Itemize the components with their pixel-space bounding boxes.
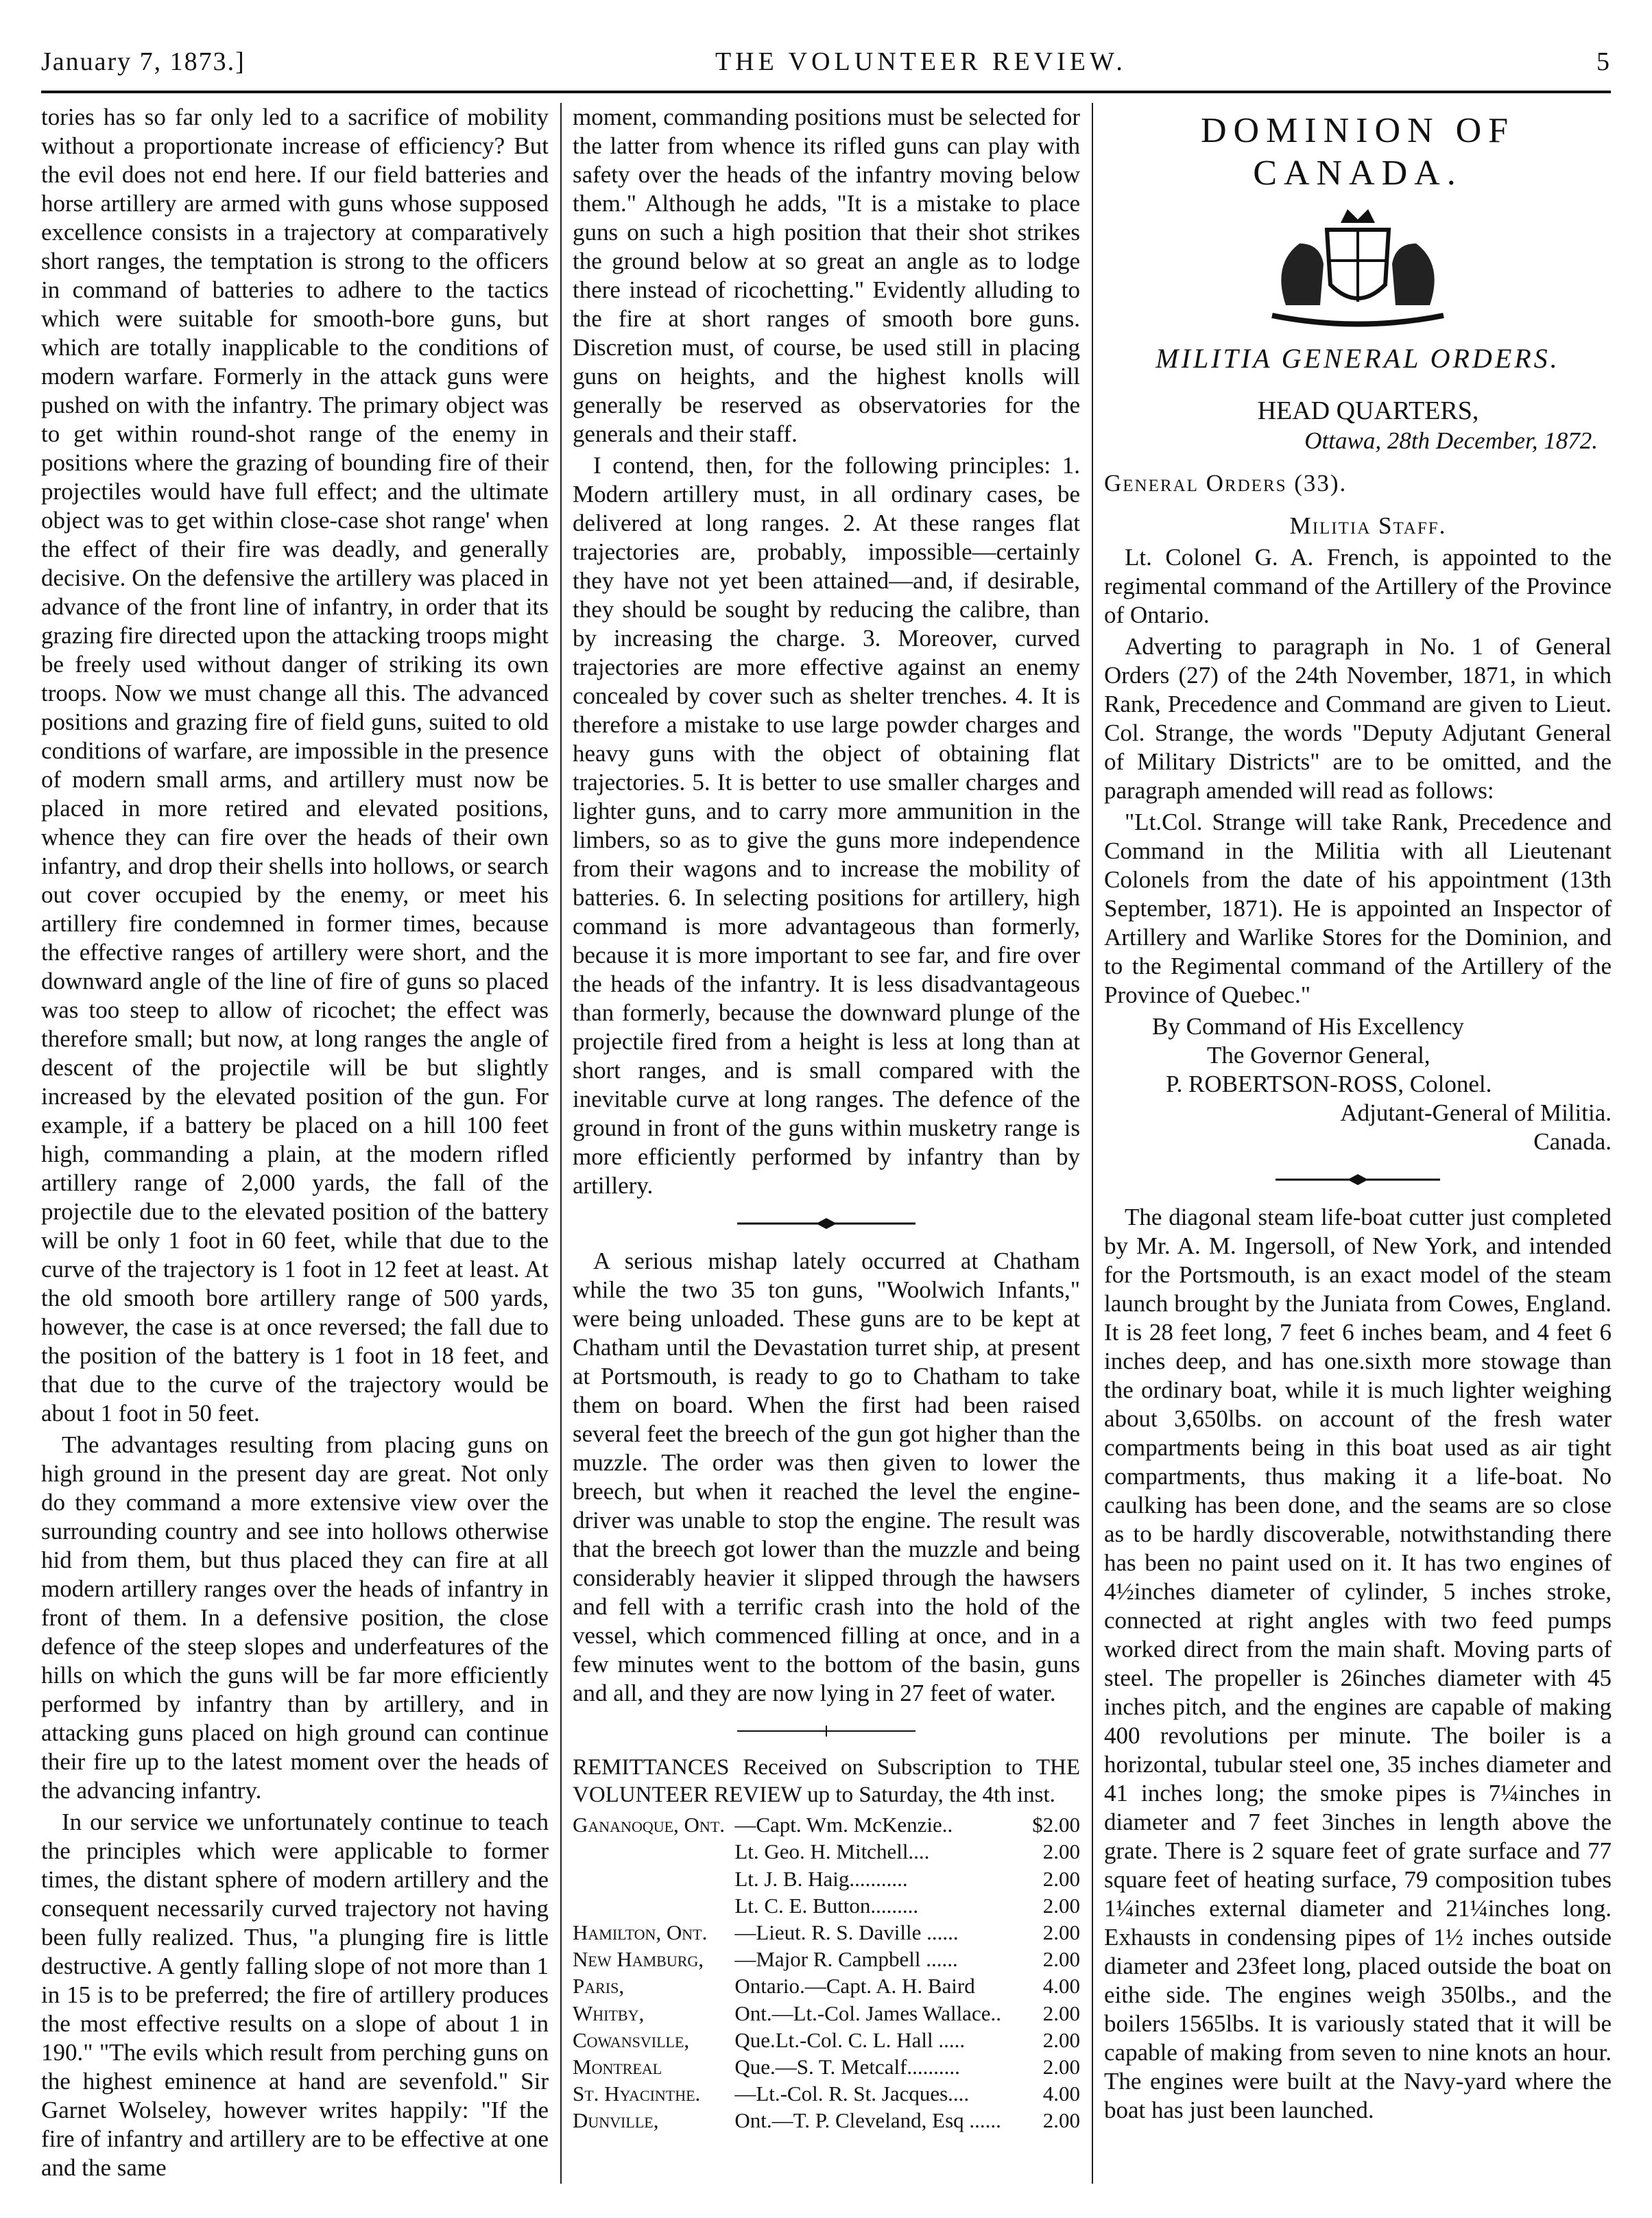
col2-paragraph-2: I contend, then, for the following principles: 1. Modern artillery must, in all ordinary cases, be delivered at long ranges. 2. At these ranges flat trajectories are, probably, impossible—certainly they have not yet been attained—and, if desirable, they should be sought by reducing the calibre, than by increasing the charge. 3. Moreover, curved trajectories are more effective against an enemy concealed by cover such as shelter trenches. 4. It is therefore a mistake to use large powder charges and heavy guns with the object of obtaining flat trajectories. 5. It is better to use smaller charges and lighter guns, and to carry more ammunition in the limbers, so as to give the guns more independence from their wagons and to increase the mobility of batteries. 6. In selecting positions for artillery, high command is more advantageous than formerly, because it is more important to see far, and fire over the heads of the infantry. It is less disadvantageous than formerly, because the downward plunge of the projectile fired from a height is less at long than at short ranges, and is small compared with the inevitable curve at long ranges. The defence of the ground in front of the guns within musketry range is more efficiently performed by infantry than by artillery. (573, 452, 1080, 1199)
journal-title: THE VOLUNTEER REVIEW. (715, 47, 1127, 76)
signature-line-5: Canada. (1533, 1128, 1612, 1156)
remittance-amount: 2.00 (1042, 1893, 1080, 1918)
dominion-title: DOMINION OF CANADA. (1200, 111, 1516, 193)
remittance-row (573, 1946, 1080, 1972)
remittance-amount: $2.00 (1032, 1813, 1080, 1837)
remittance-row (573, 2053, 1080, 2080)
signature-line-3: P. ROBERTSON-ROSS, Colonel. (1166, 1071, 1492, 1098)
remittance-place: St. Hyacinthe. (573, 2082, 701, 2106)
remittance-row (573, 2000, 1080, 2027)
remittance-place: Paris, (573, 1974, 625, 1999)
remittance-amount: 2.00 (1042, 2001, 1080, 2025)
headquarters: HEAD QUARTERS, (1257, 396, 1479, 425)
ornament-divider (737, 1217, 915, 1230)
remittance-place: New Hamburg, (573, 1947, 704, 1972)
remittance-amount: 2.00 (1042, 1920, 1080, 1944)
remittance-place: Montreal (573, 2054, 662, 2079)
headquarters-date: Ottawa, 28th December, 1872. (1304, 427, 1598, 455)
remittance-row (573, 2107, 1080, 2134)
remittance-row (573, 1892, 1080, 1919)
issue-date: January 7, 1873.] (41, 47, 246, 76)
remittance-name: —Capt. Wm. McKenzie.. (734, 1813, 953, 1837)
column-3 (1104, 103, 1612, 2184)
remittance-row (573, 2027, 1080, 2053)
remittance-amount: 2.00 (1042, 1947, 1080, 1972)
remittance-name: Que.Lt.-Col. C. L. Hall ..... (734, 2027, 966, 2052)
remittance-name: Lt. C. E. Button......... (734, 1893, 919, 1918)
remittance-amount: 2.00 (1042, 2054, 1080, 2079)
column-divider-2 (1092, 103, 1093, 2184)
col2-paragraph-1: moment, commanding positions must be selected for the latter from whence its rifled guns can play with safety over the heads of the infantry moving below them." Although he adds, "It is a mistake to place guns on such a high position that their shot strikes the ground below at so great an angle as to lodge there instead of ricochetting." Evidently alluding to the fire at short ranges of smooth bore guns. Discretion must, of course, be used still in placing guns on heights, and the highest knolls will generally be reserved as observatories for the generals and their staff. (573, 104, 1080, 447)
remittance-name: —Major R. Campbell ...... (734, 1947, 958, 1972)
remittance-row (573, 1811, 1080, 1838)
col1-paragraph-3: In our service we unfortunately continue to teach the principles which were applicable to former times, the distant sphere of modern artillery and the consequent necessarily curved trajectory not having been fully realized. Thus, "a plunging fire is little destructive. A gently falling slope of not more than 1 in 15 is to be preferred; the fire of artillery produces the most effective results on a slope of about 1 in 190." "The evils which result from perching guns on the highest eminence at hand are sevenfold." Sir Garnet Wolseley, however writes happily: "If the fire of infantry and artillery are to be effective at one and the same (41, 1809, 549, 2181)
column-divider-1 (560, 103, 562, 2184)
remittance-place (573, 1892, 734, 1919)
lifeboat-article: The diagonal steam life-boat cutter just completed by Mr. A. M. Ingersoll, of New York, and intended for the Portsmouth, is an exact model of the steam launch brought by the Juniata from Cowes, England. It is 28 feet long, 7 feet 6 inches beam, and 4 feet 6 inches deep, and has one.sixth more stowage than the ordinary boat, while it is much lighter weighing about 3,650lbs. on account of the fresh water compartments being in this boat used as air tight compartments, thus making it a life-boat. No caulking has been done, and the seams are so close as to be hardly discoverable, notwithstanding there has been no paint used on it. It has two engines of 4½inches diameter of cylinder, 5 inches stroke, connected at right angles with two feed pumps worked direct from the main shaft. Moving parts of steel. The propeller is 26inches diameter with 45 inches pitch, and the engines are capable of making 400 revolutions per minute. The boiler is a horizontal, tubular steel one, 35 inches diameter and 41 inches long; the smoke pipes is 7¼inches in diameter and 7 feet 3inches in length above the grate. There is 2 square feet of grate surface and 77 square feet of heating surface, 79 composition tubes 1¼inches external diameter and 21¼inches long. Exhausts in condensing pipes of 1½ inches outside diameter and 23feet long, placed outside the boat on eithe side. The engines weigh 350lbs., and the boilers 1565lbs. It is variously stated that it will be capable of making from seven to nine knots an hour. The engines were built at the Navy-yard where the boat has just been launched. (1104, 1204, 1612, 2124)
remittances-table (573, 1811, 1080, 2134)
remittance-place (573, 1838, 734, 1865)
remittance-place: Gananoque, Ont. (573, 1813, 726, 1837)
remittance-name: Lt. J. B. Haig........... (734, 1866, 908, 1891)
signature-line-1: By Command of His Excellency (1152, 1013, 1464, 1040)
remittance-amount: 2.00 (1042, 1839, 1080, 1864)
signature-line-4: Adjutant-General of Militia. (1340, 1099, 1612, 1127)
section-heading: Militia Staff. (1289, 512, 1447, 540)
remittance-name: —Lieut. R. S. Daville ...... (734, 1920, 959, 1944)
col2-paragraph-3: A serious mishap lately occurred at Chatham while the two 35 ton guns, "Woolwich Infants," were being unloaded. These guns are to be kept at Chatham until the Devastation turret ship, at present at Portsmouth, is ready to go to Chatham to take them on board. When the first had been raised several feet the breech of the gun got higher than the muzzle. The order was then given to lower the breech, but when it reached the level the engine-driver was unable to stop the engine. The result was that the breech got lower than the muzzle and being considerably heavier it slipped through the hawsers and fell with a terrific crash into the hold of the vessel, which commenced filling at once, and in a few minutes went to the bottom of the basin, guns and all, and they are now lying in 27 feet of water. (573, 1248, 1080, 1706)
remittance-name: Que.—S. T. Metcalf.......... (734, 2054, 960, 2079)
col3-paragraph-1: Lt. Colonel G. A. French, is appointed to the regimental command of the Artillery of the Province of Ontario. (1104, 544, 1612, 629)
col1-paragraph-1: tories has so far only led to a sacrifice of mobility without a proportionate increase of efficiency? But the evil does not end here. If our field batteries and horse artillery are armed with guns whose supposed excellence consists in a trajectory at comparatively short ranges, the temptation is strong to the officers in command of batteries to adhere to the tactics which were suitable for smooth-bore guns, but which are totally inapplicable to the conditions of modern warfare. Formerly in the attack guns were pushed on with the infantry. The primary object was to get within round-shot range of the enemy in positions where the grazing of bounding fire of their projectiles would have full effect; and the ultimate object was to get within close-case shot range' when the effect of their fire was deadly, and generally decisive. On the defensive the artillery was placed in advance of the front line of infantry, in order that its grazing fire directed upon the attacking troops might be freely used without danger of striking its own troops. Now we must change all this. The advanced positions and grazing fire of field guns, suited to old conditions of warfare, are impossible in the presence of modern small arms, and artillery must now be placed in more retired and elevated positions, whence they can fire over the heads of their own infantry, and drop their shells into hollows, or search out cover occupied by the enemy, or meet his artillery fire condemned in former times, because the effective ranges of artillery were short, and the downward angle of the line of fire of guns so placed was too steep to allow of ricochet; the effect was therefore small; but now, at long ranges the angle of descent of the projectile will be but slightly increased by the elevated position of the gun. For example, if a battery be placed on a hill 100 feet high, commanding a plain, at the modern rifled artillery range of 2,000 yards, the fall of the projectile due to the elevated position of the battery will be only 1 foot in 60 feet, while that due to the curve of the trajectory is 1 foot in 12 feet at least. At the old smooth bore artillery range of 500 yards, however, the case is at once reversed; the fall due to the position of the battery is 1 foot in 18 feet, and that due to the curve of the trajectory would be about 1 foot in 50 feet. (41, 104, 549, 1427)
remittance-amount: 4.00 (1042, 1974, 1080, 1999)
remittance-name: Ontario.—Capt. A. H. Baird (734, 1974, 975, 1999)
header-rule (41, 91, 1611, 93)
remittance-name: —Lt.-Col. R. St. Jacques.... (734, 2082, 970, 2106)
running-head (41, 41, 1611, 82)
remittance-amount: 4.00 (1042, 2082, 1080, 2106)
remittance-row (573, 1972, 1080, 1999)
remittance-place (573, 1865, 734, 1892)
general-orders-number: General Orders (33). (1104, 470, 1348, 497)
page-number: 5 (1596, 47, 1611, 76)
col3-paragraph-2: Adverting to paragraph in No. 1 of General Orders (27) of the 24th November, 1871, in which Rank, Precedence and Command are given to Lieut. Col. Strange, the words "Deputy Adjutant General of Military Districts" are to be omitted, and the paragraph amended will read as follows: (1104, 633, 1612, 804)
remittance-amount: 2.00 (1042, 2027, 1080, 2052)
remittance-place: Whitby, (573, 2001, 645, 2025)
remittance-amount: 2.00 (1042, 1866, 1080, 1891)
col3-paragraph-3: "Lt.Col. Strange will take Rank, Precedence and Command in the Militia with all Lieutenant Colonels from the date of his appointment (13th September, 1871). He is appointed an Inspector of Artillery and Warlike Stores for the Dominion, and to the Regimental command of the Artillery of the Province of Quebec." (1104, 809, 1612, 1009)
remittance-name: Lt. Geo. H. Mitchell.... (734, 1839, 930, 1864)
remittance-row (573, 1838, 1080, 1865)
signature-line-2: The Governor General, (1207, 1042, 1430, 1069)
remittance-place: Dunville, (573, 2108, 659, 2133)
ornament-divider (1276, 1173, 1440, 1186)
remittance-name: Ont.—Lt.-Col. James Wallace.. (734, 2001, 1001, 2025)
remittance-row (573, 2080, 1080, 2107)
remittance-row (573, 1919, 1080, 1946)
column-2 (573, 103, 1080, 2184)
ornament-divider (737, 1724, 915, 1738)
remittance-amount: 2.00 (1042, 2108, 1080, 2133)
orders-title: MILITIA GENERAL ORDERS. (1156, 342, 1560, 374)
remittance-name: Ont.—T. P. Cleveland, Esq ...... (734, 2108, 1001, 2133)
column-1 (41, 103, 549, 2184)
remittances-heading: REMITTANCES Received on Subscription to THE VOLUNTEER REVIEW up to Saturday, the 4th inst. (573, 1755, 1080, 1807)
remittance-row (573, 1865, 1080, 1892)
remittance-place: Cowansville, (573, 2027, 690, 2052)
remittance-place: Hamilton, Ont. (573, 1920, 708, 1944)
col1-paragraph-2: The advantages resulting from placing guns on high ground in the present day are great. Not only do they command a more extensive view over the surrounding country and see into hollows otherwise hid from them, but thus placed they can fire at all modern artillery ranges over the heads of infantry in front of them. In a defensive position, the close defence of the steep slopes and underfeatures of the hills on which the guns will be far more efficiently performed by infantry than by artillery, and in attacking guns placed on high ground can continue their fire up to the latest moment over the heads of the advancing infantry. (41, 1431, 549, 1804)
royal-coat-of-arms-icon (1245, 202, 1471, 333)
